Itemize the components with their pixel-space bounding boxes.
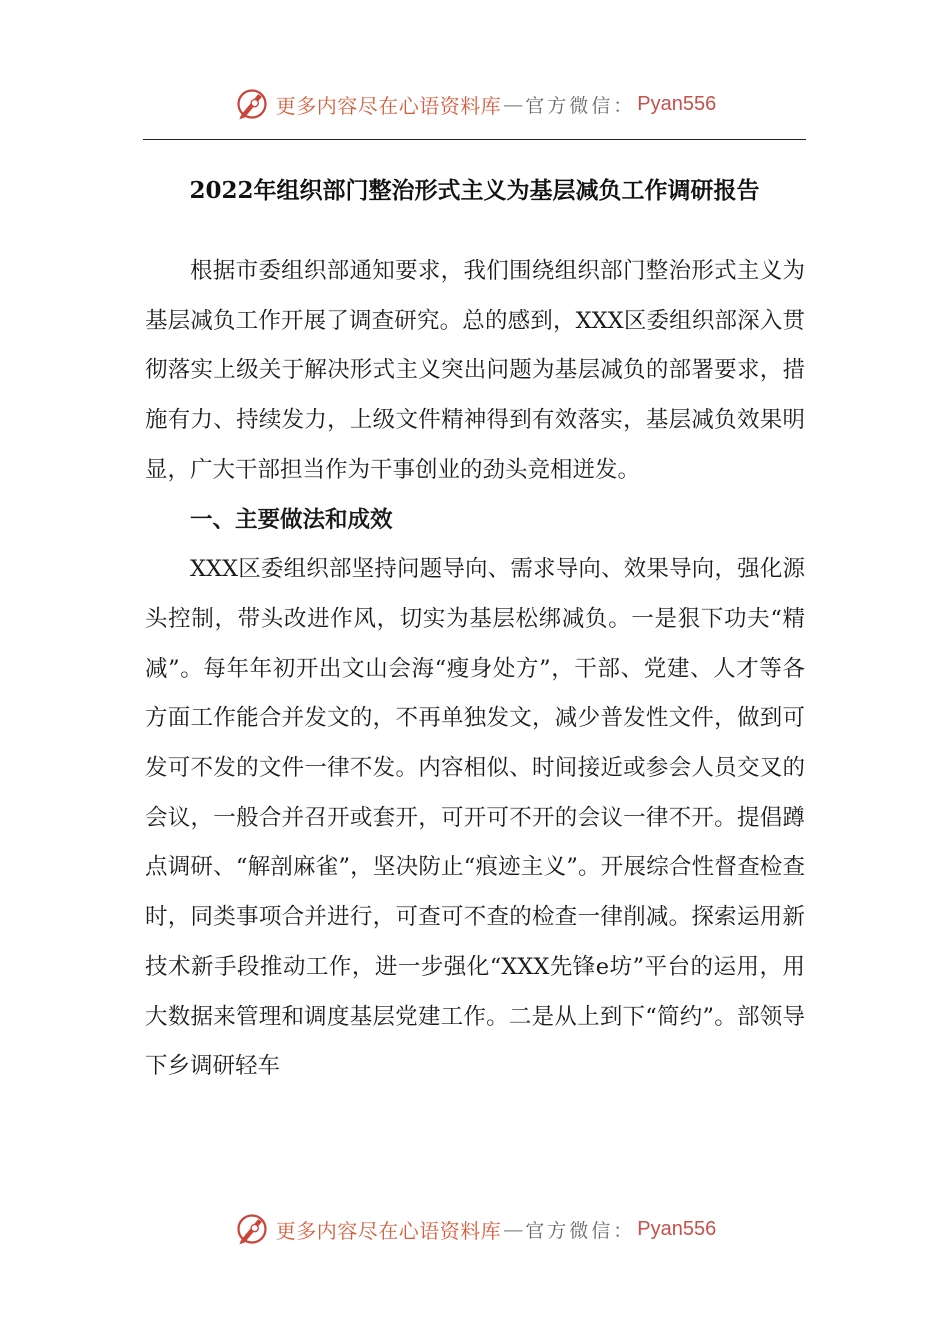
document-title: 2022年组织部门整治形式主义为基层减负工作调研报告 <box>189 177 760 204</box>
banner-contact-label: 官方微信： <box>525 94 636 117</box>
footer-watermark-banner <box>0 1205 950 1253</box>
pen-logo-icon <box>234 1211 270 1247</box>
banner-separator: — <box>503 1217 524 1241</box>
header-divider <box>143 139 806 140</box>
banner-main-text: 更多内容尽在心语资料库 <box>275 93 502 118</box>
section-heading: 一、主要做法和成效 <box>190 506 393 533</box>
banner-contact-label: 官方微信： <box>525 1219 636 1242</box>
banner-separator: — <box>503 92 524 116</box>
banner-wechat-id: Pyan556 <box>637 1217 717 1240</box>
banner-main-text: 更多内容尽在心语资料库 <box>275 1218 502 1243</box>
section-paragraph: XXX区委组织部坚持问题导向、需求导向、效果导向，强化源头控制，带头改进作风，切实为基层松绑减负。一是狠下功夫“精减”。每年年初开出文山会海“瘦身处方”，干部、党建、人才等各方面工作能合并发文的，不再单独发文，减少普发性文件，做到可发可不发的文件一律不发。内容相似、时间接近或参会人员交叉的会议，一般合并召开或套开，可开可不开的会议一律不开。提倡蹲点调研、“解剖麻雀”，坚决防止“痕迹主义”。开展综合性督查检查时，同类事项合并进行，可查可不查的检查一律削减。探索运用新技术新手段推动工作，进一步强化“XXX先锋e坊”平台的运用，用大数据来管理和调度基层党建工作。二是从上到下“简约”。部领导下乡调研轻车 <box>145 556 805 1080</box>
header-watermark-banner <box>0 80 950 128</box>
pen-logo-icon <box>234 86 270 122</box>
document-body <box>145 247 805 1092</box>
intro-paragraph: 根据市委组织部通知要求，我们围绕组织部门整治形式主义为基层减负工作开展了调查研究。总的感到，XXX区委组织部深入贯彻落实上级关于解决形式主义突出问题为基层减负的部署要求，措施有力、持续发力，上级文件精神得到有效落实，基层减负效果明显，广大干部担当作为干事创业的劲头竞相迸发。 <box>145 258 805 483</box>
banner-wechat-id: Pyan556 <box>637 92 717 115</box>
